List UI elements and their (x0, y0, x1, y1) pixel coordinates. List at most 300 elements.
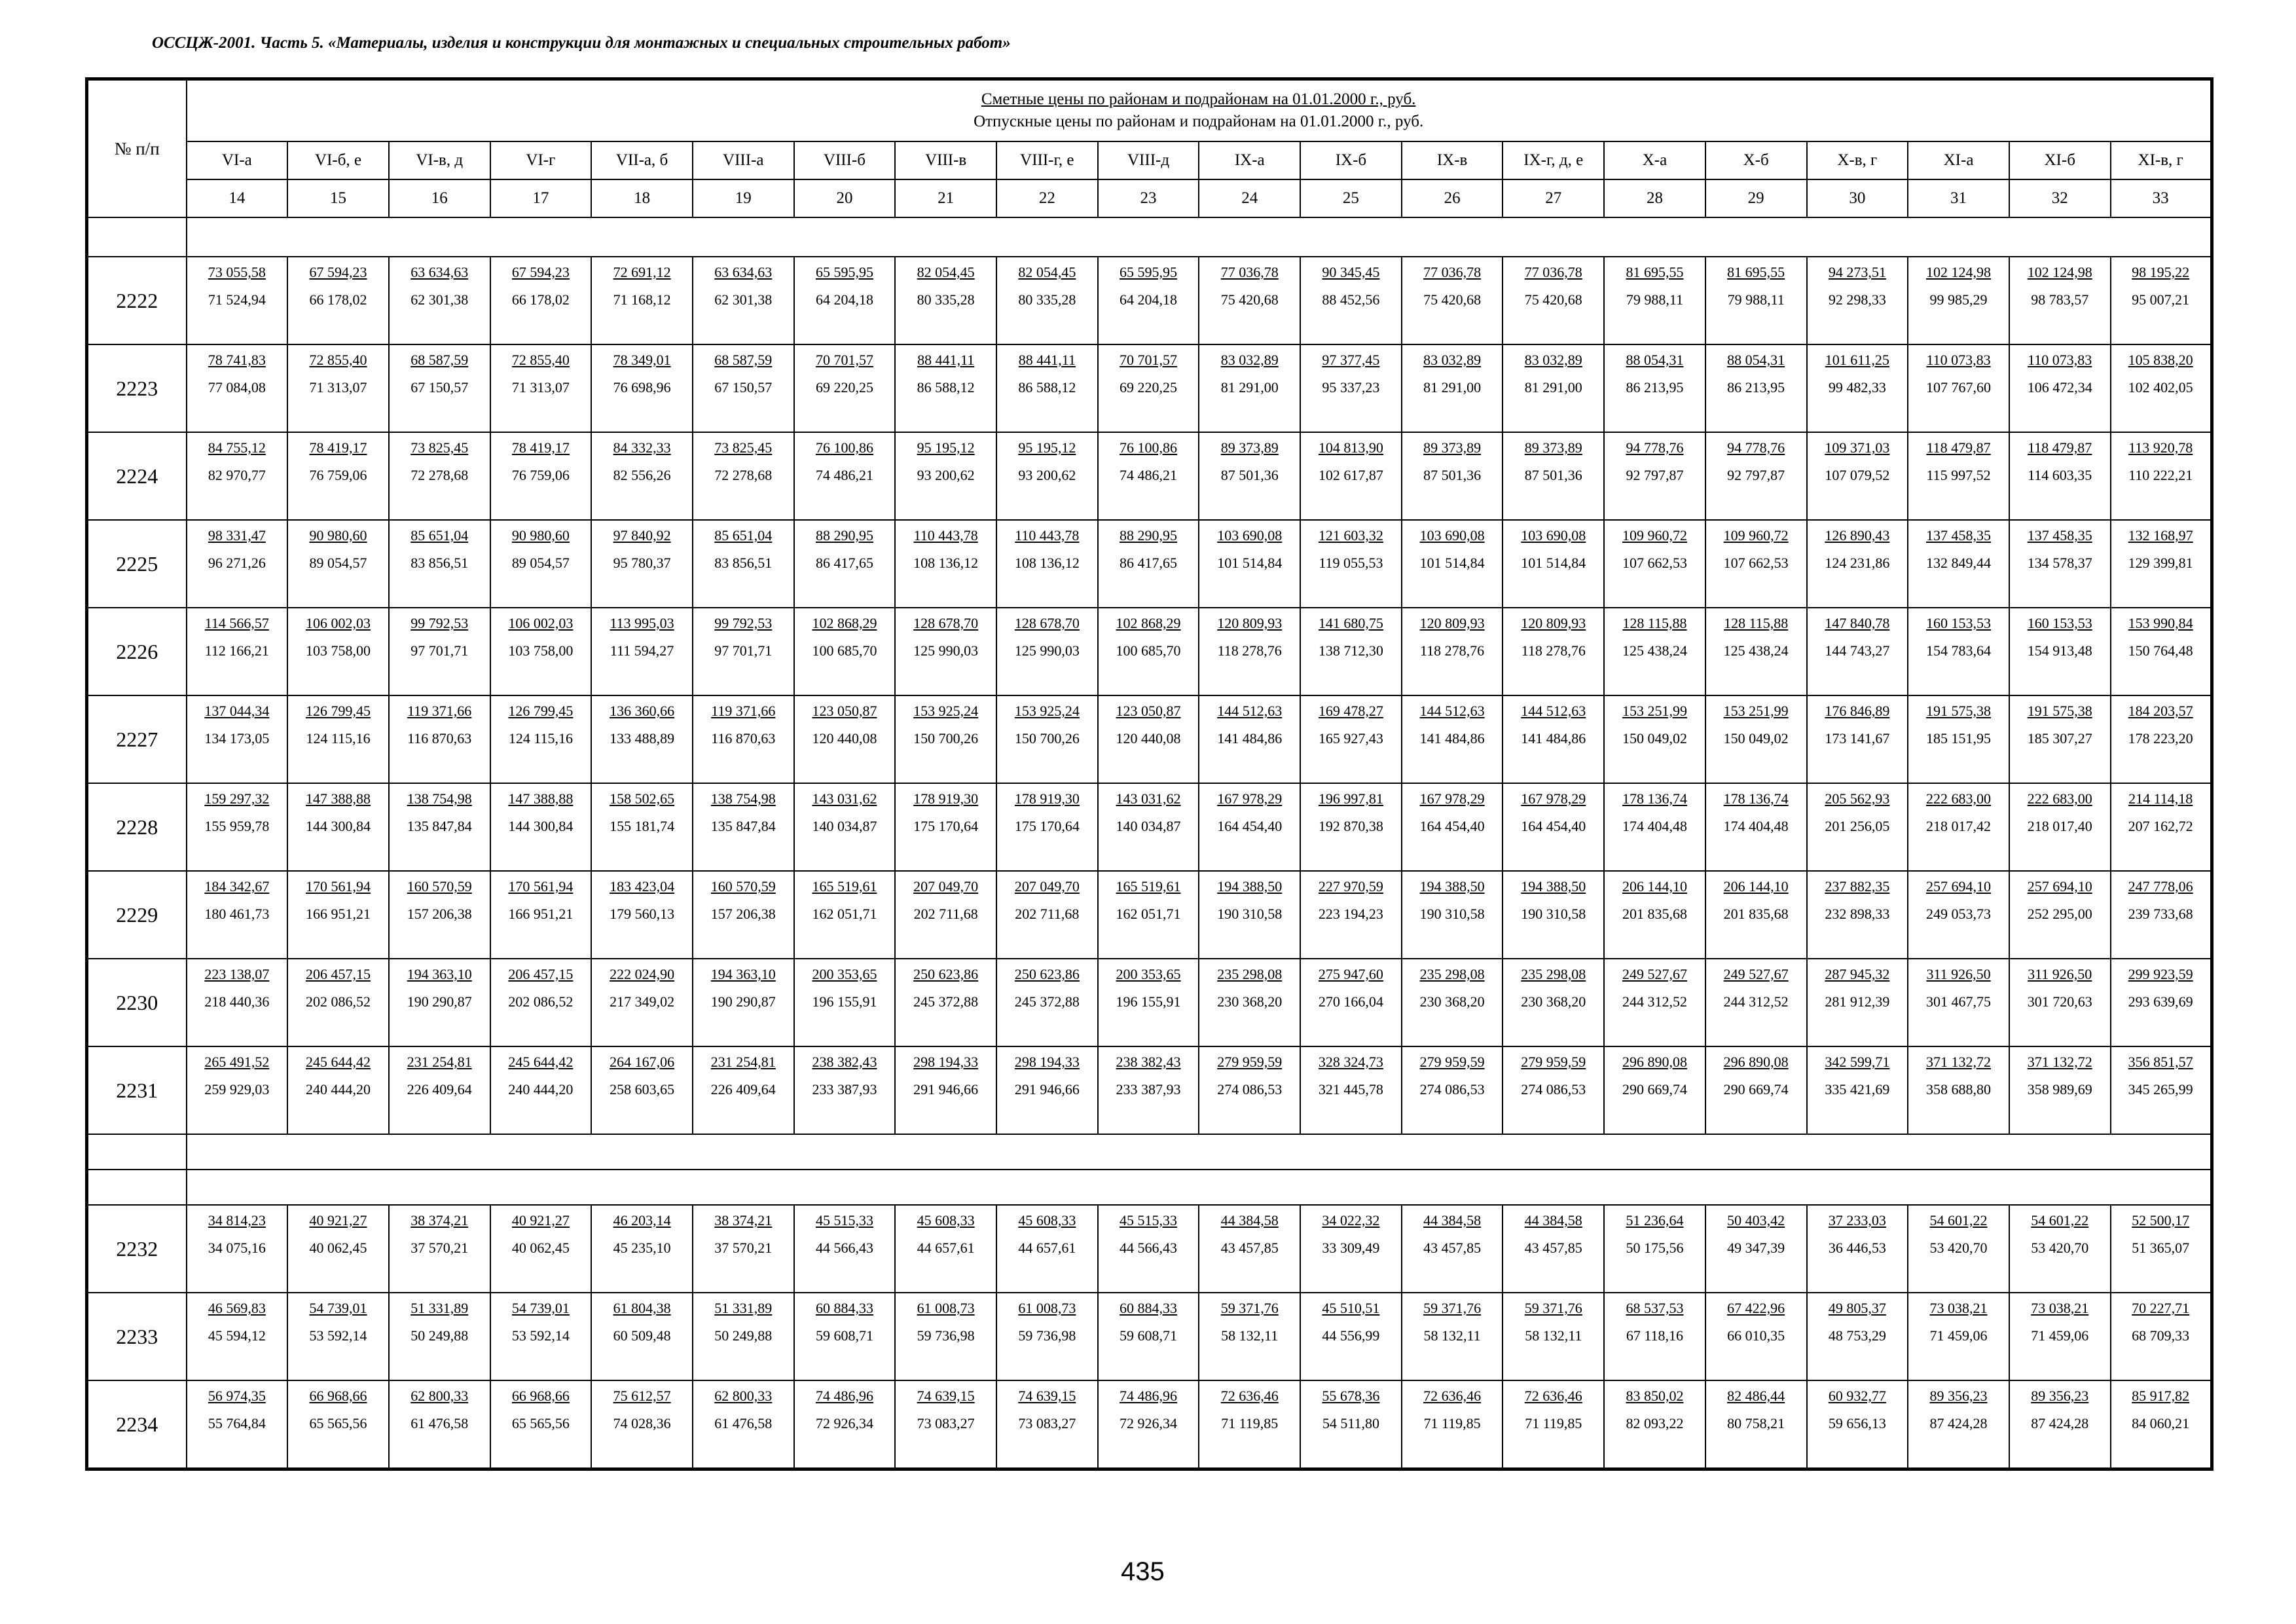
estimated-price: 126 799,45 (306, 703, 371, 719)
release-price: 166 951,21 (508, 906, 574, 922)
release-price: 59 736,98 (917, 1327, 975, 1344)
estimated-price: 78 349,01 (613, 352, 671, 368)
release-price: 144 300,84 (306, 818, 371, 834)
estimated-price: 249 527,67 (1622, 966, 1687, 982)
release-price: 135 847,84 (710, 818, 776, 834)
price-cell (2009, 1205, 2111, 1293)
estimated-price: 245 644,42 (306, 1054, 371, 1070)
release-price: 118 278,76 (1217, 642, 1282, 659)
price-cell (1199, 1205, 1300, 1293)
row-number: 2226 (87, 608, 187, 695)
estimated-price: 55 678,36 (1322, 1388, 1380, 1404)
price-cell (591, 432, 693, 520)
estimated-price: 81 695,55 (1727, 264, 1785, 280)
estimated-price: 46 569,83 (208, 1300, 266, 1316)
price-cell (895, 432, 996, 520)
release-price: 245 372,88 (1014, 993, 1080, 1010)
region-header: XI-а (1908, 141, 2009, 179)
estimated-price: 183 423,04 (610, 878, 675, 895)
row-number-header: № п/п (87, 79, 187, 218)
release-price: 61 476,58 (410, 1415, 469, 1431)
estimated-price: 296 890,08 (1723, 1054, 1789, 1070)
estimated-price: 70 227,71 (2132, 1300, 2190, 1316)
release-price: 99 482,33 (1828, 379, 1886, 396)
price-cell (389, 1205, 490, 1293)
price-cell (1098, 871, 1199, 959)
column-number: 17 (490, 179, 592, 217)
estimated-price: 264 167,06 (610, 1054, 675, 1070)
release-price: 64 204,18 (1120, 291, 1178, 308)
release-price: 150 700,26 (1014, 730, 1080, 747)
release-price: 75 420,68 (1423, 291, 1482, 308)
title-release-prices: Отпускные цены по районам и подрайонам на 01.01.2000 г., руб. (974, 113, 1424, 130)
release-price: 36 446,53 (1828, 1240, 1886, 1256)
price-cell (591, 1046, 693, 1134)
release-price: 321 445,78 (1318, 1081, 1383, 1098)
price-cell (1503, 1380, 1604, 1469)
column-number: 15 (287, 179, 389, 217)
column-number: 26 (1402, 179, 1503, 217)
price-cell (693, 695, 794, 783)
price-cell (1705, 1205, 1807, 1293)
release-price: 107 767,60 (1926, 379, 1992, 396)
release-price: 226 409,64 (710, 1081, 776, 1098)
estimated-price: 90 345,45 (1322, 264, 1380, 280)
price-cell (287, 520, 389, 608)
estimated-price: 128 678,70 (1014, 615, 1080, 631)
release-price: 71 119,85 (1525, 1415, 1582, 1431)
price-cell (1705, 432, 1807, 520)
estimated-price: 72 855,40 (309, 352, 367, 368)
release-price: 79 988,11 (1626, 291, 1684, 308)
estimated-price: 45 515,33 (815, 1212, 873, 1228)
estimated-price: 170 561,94 (508, 878, 574, 895)
estimated-price: 299 923,59 (2128, 966, 2193, 982)
estimated-price: 98 331,47 (208, 527, 266, 544)
release-price: 290 669,74 (1622, 1081, 1687, 1098)
price-cell (490, 695, 592, 783)
estimated-price: 89 373,89 (1524, 439, 1582, 456)
release-price: 218 017,42 (1926, 818, 1992, 834)
estimated-price: 296 890,08 (1622, 1054, 1687, 1070)
release-price: 82 970,77 (208, 467, 266, 483)
price-cell (1705, 695, 1807, 783)
estimated-price: 178 136,74 (1723, 790, 1789, 807)
price-cell (1908, 432, 2009, 520)
price-cell (1908, 1380, 2009, 1469)
estimated-price: 371 132,72 (1926, 1054, 1992, 1070)
price-cell (187, 520, 288, 608)
estimated-price: 231 254,81 (407, 1054, 472, 1070)
price-cell (2009, 783, 2111, 871)
price-cell (996, 695, 1098, 783)
estimated-price: 196 997,81 (1318, 790, 1383, 807)
price-cell (895, 871, 996, 959)
estimated-price: 222 683,00 (1926, 790, 1992, 807)
price-cell (1098, 608, 1199, 695)
spacer-row (87, 217, 2212, 257)
release-price: 44 556,99 (1322, 1327, 1380, 1344)
price-cell (1807, 520, 1908, 608)
estimated-price: 62 800,33 (410, 1388, 469, 1404)
release-price: 157 206,38 (710, 906, 776, 922)
price-cell (2111, 520, 2212, 608)
estimated-price: 61 008,73 (917, 1300, 975, 1316)
estimated-price: 113 920,78 (2128, 439, 2193, 456)
release-price: 230 368,20 (1419, 993, 1485, 1010)
estimated-price: 99 792,53 (714, 615, 773, 631)
estimated-price: 76 100,86 (1120, 439, 1178, 456)
estimated-price: 83 032,89 (1524, 352, 1582, 368)
release-price: 190 290,87 (710, 993, 776, 1010)
price-cell (287, 1380, 389, 1469)
price-cell (287, 608, 389, 695)
price-cell (794, 871, 896, 959)
release-price: 72 278,68 (714, 467, 773, 483)
estimated-price: 77 036,78 (1423, 264, 1482, 280)
estimated-price: 298 194,33 (1014, 1054, 1080, 1070)
release-price: 40 062,45 (511, 1240, 570, 1256)
release-price: 201 835,68 (1622, 906, 1687, 922)
price-cell (693, 344, 794, 432)
estimated-price: 44 384,58 (1423, 1212, 1482, 1228)
estimated-price: 184 342,67 (204, 878, 270, 895)
estimated-price: 102 124,98 (1926, 264, 1992, 280)
price-cell (1199, 871, 1300, 959)
estimated-price: 235 298,08 (1217, 966, 1283, 982)
estimated-price: 88 290,95 (815, 527, 873, 544)
estimated-price: 88 290,95 (1120, 527, 1178, 544)
release-price: 68 709,33 (2132, 1327, 2190, 1344)
price-cell (693, 1046, 794, 1134)
estimated-price: 160 153,53 (1926, 615, 1992, 631)
estimated-price: 153 925,24 (1014, 703, 1080, 719)
release-price: 157 206,38 (407, 906, 472, 922)
price-cell (895, 520, 996, 608)
estimated-price: 167 978,29 (1521, 790, 1586, 807)
estimated-price: 167 978,29 (1419, 790, 1485, 807)
row-number: 2223 (87, 344, 187, 432)
price-cell (591, 695, 693, 783)
estimated-price: 128 678,70 (913, 615, 979, 631)
region-header: VII-а, б (591, 141, 693, 179)
price-cell (895, 608, 996, 695)
estimated-price: 77 036,78 (1524, 264, 1582, 280)
price-cell (1098, 1046, 1199, 1134)
price-cell (1908, 520, 2009, 608)
price-cell (389, 871, 490, 959)
price-cell (1908, 344, 2009, 432)
price-cell (1402, 344, 1503, 432)
release-price: 217 349,02 (610, 993, 675, 1010)
estimated-price: 207 049,70 (913, 878, 979, 895)
price-cell (1199, 520, 1300, 608)
estimated-price: 250 623,86 (1014, 966, 1080, 982)
release-price: 179 560,13 (610, 906, 675, 922)
estimated-price: 83 850,02 (1626, 1388, 1684, 1404)
price-cell (1402, 257, 1503, 344)
release-price: 48 753,29 (1828, 1327, 1886, 1344)
price-cell (389, 608, 490, 695)
estimated-price: 169 478,27 (1318, 703, 1383, 719)
estimated-price: 235 298,08 (1419, 966, 1485, 982)
column-numbers-row (87, 179, 2212, 217)
row-number: 2228 (87, 783, 187, 871)
release-price: 141 484,86 (1217, 730, 1283, 747)
estimated-price: 191 575,38 (1926, 703, 1992, 719)
release-price: 87 424,28 (2031, 1415, 2089, 1431)
release-price: 59 656,13 (1828, 1415, 1886, 1431)
release-price: 101 514,84 (1217, 555, 1283, 571)
release-price: 150 700,26 (913, 730, 979, 747)
price-cell (1300, 344, 1402, 432)
price-cell (591, 608, 693, 695)
estimated-price: 51 236,64 (1626, 1212, 1684, 1228)
estimated-price: 109 960,72 (1723, 527, 1789, 544)
price-cell (187, 608, 288, 695)
estimated-price: 45 608,33 (1018, 1212, 1076, 1228)
estimated-price: 205 562,93 (1825, 790, 1890, 807)
release-price: 202 086,52 (306, 993, 371, 1010)
estimated-price: 176 846,89 (1825, 703, 1890, 719)
price-cell (1908, 1293, 2009, 1380)
price-cell (1503, 432, 1604, 520)
estimated-price: 110 443,78 (1015, 527, 1080, 544)
release-price: 81 291,00 (1524, 379, 1582, 396)
estimated-price: 191 575,38 (2027, 703, 2092, 719)
release-price: 150 049,02 (1622, 730, 1687, 747)
release-price: 293 639,69 (2128, 993, 2193, 1010)
release-price: 141 484,86 (1521, 730, 1586, 747)
release-price: 239 733,68 (2128, 906, 2193, 922)
estimated-price: 194 363,10 (710, 966, 776, 982)
estimated-price: 194 388,50 (1217, 878, 1283, 895)
release-price: 69 220,25 (815, 379, 873, 396)
price-cell (794, 520, 896, 608)
price-cell (996, 1380, 1098, 1469)
price-cell (1908, 608, 2009, 695)
release-price: 75 420,68 (1524, 291, 1582, 308)
estimated-price: 90 980,60 (511, 527, 570, 544)
price-cell (1503, 1293, 1604, 1380)
price-cell (1503, 257, 1604, 344)
region-header: XI-б (2009, 141, 2111, 179)
estimated-price: 82 054,45 (917, 264, 975, 280)
region-header: VI-а (187, 141, 288, 179)
region-header: IX-а (1199, 141, 1300, 179)
price-cell (1604, 520, 1705, 608)
price-cell (389, 1380, 490, 1469)
release-price: 71 168,12 (613, 291, 671, 308)
price-cell (187, 257, 288, 344)
price-cell (1300, 1205, 1402, 1293)
release-price: 125 990,03 (913, 642, 979, 659)
estimated-price: 95 195,12 (1018, 439, 1076, 456)
price-cell (2111, 432, 2212, 520)
estimated-price: 109 960,72 (1622, 527, 1687, 544)
price-cell (693, 432, 794, 520)
release-price: 99 985,29 (1929, 291, 1988, 308)
estimated-price: 97 377,45 (1322, 352, 1380, 368)
release-price: 335 421,69 (1825, 1081, 1890, 1098)
column-number: 25 (1300, 179, 1402, 217)
price-cell (591, 257, 693, 344)
release-price: 345 265,99 (2128, 1081, 2193, 1098)
release-price: 93 200,62 (917, 467, 975, 483)
estimated-price: 59 371,76 (1524, 1300, 1582, 1316)
estimated-price: 44 384,58 (1220, 1212, 1279, 1228)
price-cell (794, 1293, 896, 1380)
region-header: VI-г (490, 141, 592, 179)
price-cell (1503, 1205, 1604, 1293)
estimated-price: 59 371,76 (1423, 1300, 1482, 1316)
estimated-price: 227 970,59 (1318, 878, 1383, 895)
price-cell (1705, 608, 1807, 695)
release-price: 290 669,74 (1723, 1081, 1789, 1098)
release-price: 89 054,57 (309, 555, 367, 571)
price-cell (1199, 1293, 1300, 1380)
price-cell (693, 1380, 794, 1469)
release-price: 66 178,02 (511, 291, 570, 308)
estimated-price: 238 382,43 (812, 1054, 877, 1070)
price-cell (1604, 871, 1705, 959)
release-price: 124 231,86 (1825, 555, 1890, 571)
estimated-price: 70 701,57 (1120, 352, 1178, 368)
price-cell (591, 344, 693, 432)
estimated-price: 137 458,35 (2027, 527, 2092, 544)
price-cell (591, 1293, 693, 1380)
release-price: 125 438,24 (1723, 642, 1789, 659)
release-price: 37 570,21 (410, 1240, 469, 1256)
estimated-price: 63 634,63 (714, 264, 773, 280)
estimated-price: 61 008,73 (1018, 1300, 1076, 1316)
price-cell (895, 257, 996, 344)
release-price: 110 222,21 (2128, 467, 2193, 483)
release-price: 101 514,84 (1521, 555, 1586, 571)
release-price: 202 086,52 (508, 993, 574, 1010)
release-price: 58 132,11 (1525, 1327, 1582, 1344)
price-cell (1908, 695, 2009, 783)
estimated-price: 94 778,76 (1626, 439, 1684, 456)
estimated-price: 103 690,08 (1419, 527, 1485, 544)
estimated-price: 66 968,66 (309, 1388, 367, 1404)
release-price: 134 173,05 (204, 730, 270, 747)
estimated-price: 46 203,14 (613, 1212, 671, 1228)
release-price: 174 404,48 (1622, 818, 1687, 834)
price-cell (1503, 959, 1604, 1046)
estimated-price: 356 851,57 (2128, 1054, 2193, 1070)
price-cell (1604, 1046, 1705, 1134)
release-price: 76 759,06 (309, 467, 367, 483)
release-price: 106 472,34 (2027, 379, 2092, 396)
release-price: 45 594,12 (208, 1327, 266, 1344)
price-cell (1402, 608, 1503, 695)
price-cell (187, 432, 288, 520)
release-price: 75 420,68 (1220, 291, 1279, 308)
release-price: 144 300,84 (508, 818, 574, 834)
price-cell (591, 1380, 693, 1469)
estimated-price: 144 512,63 (1521, 703, 1586, 719)
table-row (87, 1205, 2212, 1293)
price-cell (1402, 1205, 1503, 1293)
release-price: 82 093,22 (1626, 1415, 1684, 1431)
estimated-price: 49 805,37 (1828, 1300, 1886, 1316)
price-cell (693, 520, 794, 608)
estimated-price: 165 519,61 (1116, 878, 1181, 895)
price-cell (1300, 257, 1402, 344)
release-price: 71 459,06 (1929, 1327, 1988, 1344)
price-cell (287, 1205, 389, 1293)
release-price: 53 420,70 (1929, 1240, 1988, 1256)
release-price: 129 399,81 (2128, 555, 2193, 571)
release-price: 74 486,21 (815, 467, 873, 483)
estimated-price: 160 570,59 (710, 878, 776, 895)
release-price: 88 452,56 (1322, 291, 1380, 308)
release-price: 71 313,07 (511, 379, 570, 396)
region-header: VIII-б (794, 141, 896, 179)
price-cell (794, 1046, 896, 1134)
estimated-price: 159 297,32 (204, 790, 270, 807)
price-cell (1199, 257, 1300, 344)
release-price: 62 301,38 (410, 291, 469, 308)
estimated-price: 279 959,59 (1217, 1054, 1283, 1070)
release-price: 76 759,06 (511, 467, 570, 483)
table-row (87, 783, 2212, 871)
estimated-price: 247 778,06 (2128, 878, 2193, 895)
estimated-price: 311 926,50 (1926, 966, 1991, 982)
estimated-price: 45 510,51 (1322, 1300, 1380, 1316)
price-cell (1402, 1380, 1503, 1469)
release-price: 44 566,43 (815, 1240, 873, 1256)
row-number: 2230 (87, 959, 187, 1046)
price-cell (591, 871, 693, 959)
release-price: 138 712,30 (1318, 642, 1383, 659)
release-price: 83 856,51 (714, 555, 773, 571)
release-price: 107 662,53 (1723, 555, 1789, 571)
release-price: 107 079,52 (1825, 467, 1890, 483)
release-price: 233 387,93 (812, 1081, 877, 1098)
release-price: 155 181,74 (610, 818, 675, 834)
release-price: 301 467,75 (1926, 993, 1992, 1010)
estimated-price: 165 519,61 (812, 878, 877, 895)
price-cell (187, 1205, 288, 1293)
estimated-price: 257 694,10 (2027, 878, 2092, 895)
estimated-price: 82 054,45 (1018, 264, 1076, 280)
release-price: 74 486,21 (1120, 467, 1178, 483)
estimated-price: 67 594,23 (511, 264, 570, 280)
estimated-price: 51 331,89 (714, 1300, 773, 1316)
price-cell (1807, 432, 1908, 520)
release-price: 115 997,52 (1926, 467, 1991, 483)
estimated-price: 62 800,33 (714, 1388, 773, 1404)
release-price: 162 051,71 (1116, 906, 1181, 922)
column-number: 29 (1705, 179, 1807, 217)
price-cell (996, 1205, 1098, 1293)
price-cell (1908, 959, 2009, 1046)
release-price: 65 565,56 (511, 1415, 570, 1431)
estimated-price: 170 561,94 (306, 878, 371, 895)
row-number: 2232 (87, 1205, 187, 1293)
estimated-price: 84 755,12 (208, 439, 266, 456)
table-row (87, 959, 2212, 1046)
price-cell (1705, 871, 1807, 959)
estimated-price: 137 458,35 (1926, 527, 1992, 544)
release-price: 116 870,63 (711, 730, 776, 747)
release-price: 201 256,05 (1825, 818, 1890, 834)
release-price: 164 454,40 (1217, 818, 1283, 834)
release-price: 244 312,52 (1622, 993, 1687, 1010)
release-price: 87 424,28 (1929, 1415, 1988, 1431)
